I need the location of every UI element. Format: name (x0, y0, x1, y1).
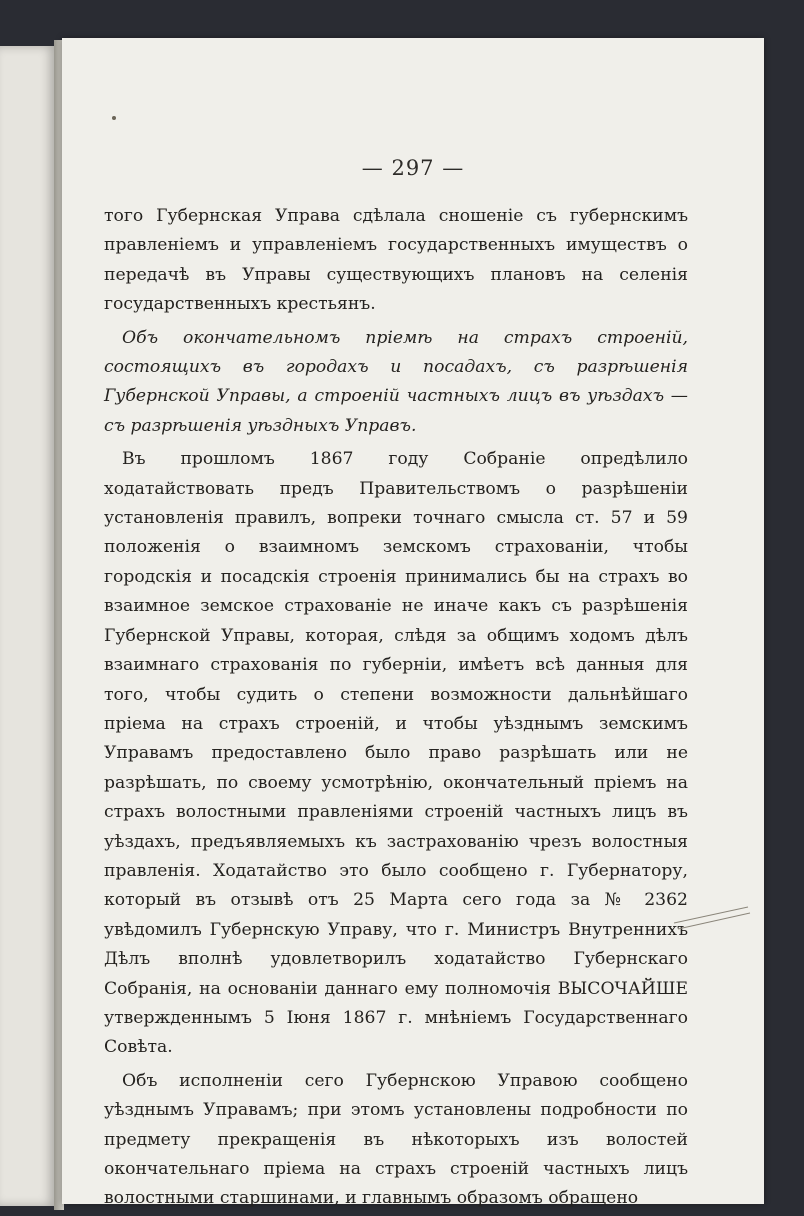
paragraph-1: того Губернская Управа сдѣлала сношеніе съ губернскимъ правленіемъ и управленіемъ государственныхъ имуществъ о передачѣ въ Управы существующихъ плановъ на селенія государственныхъ крестьянъ. (104, 206, 688, 315)
pencil-mark (672, 903, 752, 933)
left-page-edge (0, 46, 56, 1206)
page-speck (112, 116, 116, 120)
section-heading-italic: Объ окончательномъ пріемѣ на страхъ строеній, состоящихъ въ городахъ и посадахъ, съ разрѣшенія Губернской Управы, а строеній частныхъ лицъ въ уѣздахъ — съ разрѣшенія уѣздныхъ Управъ. (104, 327, 688, 436)
book-page (62, 38, 764, 1209)
page-body (104, 202, 688, 1214)
paragraph-2: Въ прошломъ 1867 году Собраніе опредѣлило ходатайствовать предъ Правительствомъ о разрѣшеніи установленія правилъ, вопреки точнаго смысла ст. 57 и 59 положенія о взаимномъ земскомъ страхованіи, чтобы городскія и посадскія строенія принимались бы на страхъ во взаимное земское страхованіе не иначе какъ съ разрѣшенія Губернской Управы, которая, слѣдя за общимъ ходомъ дѣлъ взаимнаго страхованія по губерніи, имѣетъ всѣ данныя для того, чтобы судить о степени возможности дальнѣйшаго пріема на страхъ строеній, и чтобы уѣзднымъ земскимъ Управамъ предоставлено было право разрѣшать или не разрѣшать, по своему усмотрѣнію, окончательный пріемъ на страхъ волостными правленіями строеній частныхъ лицъ въ уѣздахъ, предъявляемыхъ къ застрахованію чрезъ волостныя правленія. Ходатайство это было сообщено г. Губернатору, который въ отзывѣ отъ 25 Марта сего года за № 2362 увѣдомилъ Губернскую Управу, что г. Министръ Внутреннихъ Дѣлъ вполнѣ удовлетворилъ ходатайство Губернскаго Собранія, на основаніи даннаго ему полномочія ВЫСОЧАЙШЕ утвержденнымъ 5 Іюня 1867 г. мнѣніемъ Государственнаго Совѣта. (104, 449, 688, 1058)
page-number: — 297 — (361, 156, 465, 180)
paragraph-3: Объ исполненіи сего Губернскою Управою сообщено уѣзднымъ Управамъ; при этомъ установлены подробности по предмету прекращенія въ нѣкоторыхъ изъ волостей окончательнаго пріема на страхъ строеній частныхъ лицъ волостными старшинами, и главнымъ образомъ обращено (104, 1070, 688, 1209)
